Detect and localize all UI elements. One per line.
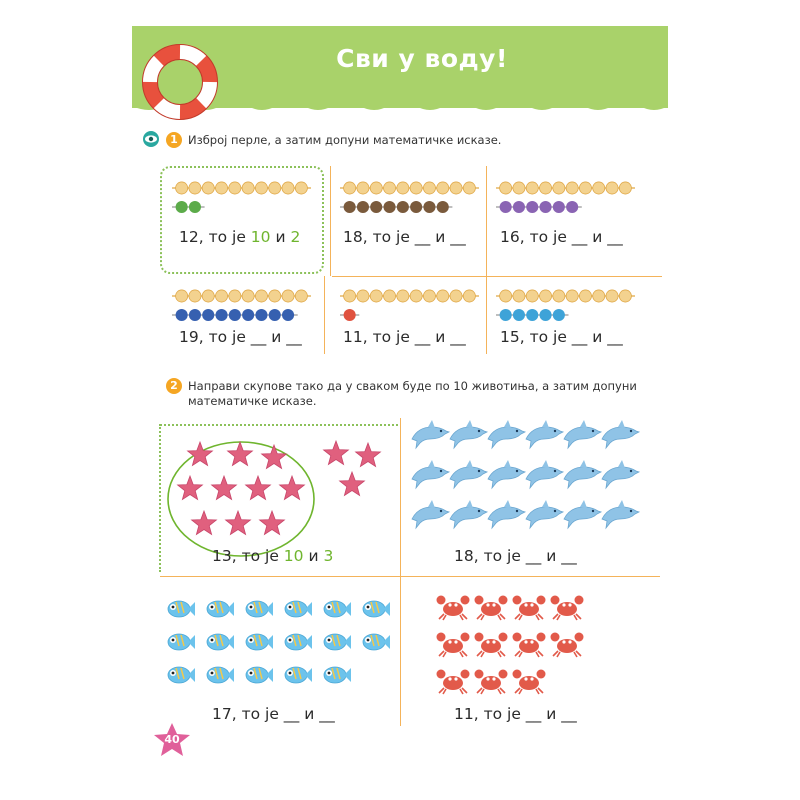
bead — [526, 201, 538, 213]
bead — [423, 182, 435, 194]
fish-icon — [205, 598, 235, 620]
task1-instruction: Изброј перле, а затим допуни математичке исказе. — [188, 133, 502, 147]
bead — [295, 290, 307, 302]
bead — [357, 182, 369, 194]
fish-icon — [361, 598, 391, 620]
bead — [242, 290, 254, 302]
task2-instruction-line1: Направи скупове тако да у сваком буде по 10 животиња, а затим допуни — [188, 379, 637, 393]
bead — [513, 182, 525, 194]
bead — [344, 290, 356, 302]
bead — [176, 309, 188, 321]
fish-icon — [322, 664, 352, 686]
task2-instruction-line2: математичке исказе. — [188, 394, 317, 408]
crab-icon — [512, 594, 546, 620]
bead — [176, 182, 188, 194]
bead — [410, 201, 422, 213]
fish-icon — [244, 664, 274, 686]
starfish-icon — [226, 441, 254, 469]
dotted-divider — [159, 424, 161, 572]
bead — [566, 182, 578, 194]
bead — [579, 182, 591, 194]
bead — [423, 290, 435, 302]
task-number-badge: 2 — [166, 378, 182, 394]
bead — [189, 201, 201, 213]
dolphin-icon — [448, 419, 488, 449]
bead — [397, 201, 409, 213]
bead — [593, 182, 605, 194]
bead-bar — [172, 180, 322, 220]
bead — [357, 201, 369, 213]
bead — [540, 309, 552, 321]
bead — [553, 290, 565, 302]
bead — [282, 182, 294, 194]
dolphin-icon — [486, 499, 526, 529]
sum-sentence: 18, то је __ и __ — [454, 547, 577, 565]
starfish-icon — [186, 441, 214, 469]
bead — [566, 290, 578, 302]
crab-icon — [436, 631, 470, 657]
starfish-icon — [244, 475, 272, 503]
crab-icon — [512, 668, 546, 694]
bead — [295, 182, 307, 194]
bead — [553, 201, 565, 213]
fish-icon — [361, 631, 391, 653]
divider — [160, 576, 660, 577]
bead — [216, 182, 228, 194]
lifebuoy-icon — [140, 42, 220, 122]
eye-icon — [142, 131, 164, 147]
bead — [229, 309, 241, 321]
fish-icon — [322, 598, 352, 620]
bead — [540, 290, 552, 302]
bead — [370, 201, 382, 213]
starfish-icon — [338, 471, 366, 499]
bead — [357, 290, 369, 302]
dolphin-icon — [486, 459, 526, 489]
crab-icon — [436, 594, 470, 620]
bead — [526, 309, 538, 321]
dolphin-icon — [524, 459, 564, 489]
bead-bar — [340, 180, 490, 220]
starfish-icon — [322, 440, 350, 468]
sum-sentence: 13, то је 10 и 3 — [212, 547, 334, 565]
bead — [176, 201, 188, 213]
bead — [282, 290, 294, 302]
bead — [189, 182, 201, 194]
bead — [397, 290, 409, 302]
bead — [176, 290, 188, 302]
bead — [370, 182, 382, 194]
divider — [332, 276, 662, 277]
starfish-icon — [258, 510, 286, 538]
bead — [540, 201, 552, 213]
dolphin-icon — [410, 459, 450, 489]
crab-icon — [550, 594, 584, 620]
dolphin-icon — [448, 499, 488, 529]
divider — [400, 418, 401, 578]
bead — [189, 290, 201, 302]
bead — [384, 182, 396, 194]
dolphin-icon — [448, 459, 488, 489]
bead — [410, 182, 422, 194]
dolphin-icon — [562, 419, 602, 449]
bead — [450, 290, 462, 302]
bead — [255, 182, 267, 194]
crab-icon — [550, 631, 584, 657]
bead — [513, 309, 525, 321]
bead-bar — [496, 180, 646, 220]
starfish-icon — [260, 444, 288, 472]
dolphin-icon — [410, 419, 450, 449]
dolphin-icon — [562, 499, 602, 529]
starfish-icon — [278, 475, 306, 503]
sum-sentence: 16, то је __ и __ — [500, 228, 623, 246]
bead — [526, 290, 538, 302]
sum-sentence: 11, то је __ и __ — [454, 705, 577, 723]
bead — [553, 182, 565, 194]
bead — [242, 182, 254, 194]
divider — [330, 166, 331, 276]
bead — [593, 290, 605, 302]
bead — [500, 309, 512, 321]
starfish-icon — [190, 510, 218, 538]
bead — [229, 290, 241, 302]
bead — [500, 201, 512, 213]
page-title: Сви у воду! — [336, 44, 508, 73]
bead — [540, 182, 552, 194]
bead-bar — [340, 288, 490, 328]
fish-icon — [205, 631, 235, 653]
bead — [384, 201, 396, 213]
starfish-icon — [354, 442, 382, 470]
sum-sentence: 19, то је __ и __ — [179, 328, 302, 346]
bead — [579, 290, 591, 302]
bead — [619, 182, 631, 194]
fish-icon — [283, 631, 313, 653]
dolphin-icon — [486, 419, 526, 449]
bead — [269, 182, 281, 194]
dolphin-icon — [410, 499, 450, 529]
fish-icon — [283, 598, 313, 620]
bead — [384, 290, 396, 302]
bead — [606, 182, 618, 194]
bead — [410, 290, 422, 302]
bead — [370, 290, 382, 302]
crab-icon — [474, 668, 508, 694]
bead-bar — [496, 288, 646, 328]
starfish-icon — [210, 475, 238, 503]
task-number-badge: 1 — [166, 132, 182, 148]
dolphin-icon — [600, 419, 640, 449]
dolphin-icon — [524, 499, 564, 529]
bead — [397, 182, 409, 194]
sum-sentence: 12, то је 10 и 2 — [179, 228, 301, 246]
fish-icon — [166, 664, 196, 686]
fish-icon — [283, 664, 313, 686]
bead — [619, 290, 631, 302]
bead — [606, 290, 618, 302]
crab-icon — [474, 631, 508, 657]
bead — [242, 309, 254, 321]
bead — [500, 290, 512, 302]
sum-sentence: 17, то је __ и __ — [212, 705, 335, 723]
bead — [255, 290, 267, 302]
bead — [526, 182, 538, 194]
bead — [282, 309, 294, 321]
bead — [566, 201, 578, 213]
bead — [216, 290, 228, 302]
bead — [463, 182, 475, 194]
bead — [229, 182, 241, 194]
bead — [553, 309, 565, 321]
bead — [437, 182, 449, 194]
sum-sentence: 18, то је __ и __ — [343, 228, 466, 246]
bead — [500, 182, 512, 194]
bead — [216, 309, 228, 321]
dotted-divider — [160, 424, 398, 426]
starfish-icon — [176, 475, 204, 503]
fish-icon — [205, 664, 235, 686]
sum-sentence: 15, то је __ и __ — [500, 328, 623, 346]
sum-sentence: 11, то је __ и __ — [343, 328, 466, 346]
bead — [344, 182, 356, 194]
bead — [437, 290, 449, 302]
crab-icon — [436, 668, 470, 694]
bead — [450, 182, 462, 194]
bead — [202, 290, 214, 302]
bead-bar — [172, 288, 322, 328]
dolphin-icon — [600, 499, 640, 529]
fish-icon — [166, 631, 196, 653]
fish-icon — [166, 598, 196, 620]
fish-icon — [322, 631, 352, 653]
bead — [513, 201, 525, 213]
divider — [324, 276, 325, 354]
bead — [202, 182, 214, 194]
workbook-page — [132, 26, 668, 780]
bead — [202, 309, 214, 321]
bead — [269, 309, 281, 321]
bead — [269, 290, 281, 302]
divider — [400, 576, 401, 726]
bead — [463, 290, 475, 302]
bead — [344, 201, 356, 213]
starfish-icon — [224, 510, 252, 538]
dolphin-icon — [600, 459, 640, 489]
crab-icon — [512, 631, 546, 657]
bead — [255, 309, 267, 321]
bead — [423, 201, 435, 213]
bead — [437, 201, 449, 213]
bead — [513, 290, 525, 302]
bead — [189, 309, 201, 321]
fish-icon — [244, 598, 274, 620]
fish-icon — [244, 631, 274, 653]
page-number: 40 — [164, 733, 180, 746]
dolphin-icon — [562, 459, 602, 489]
crab-icon — [474, 594, 508, 620]
dolphin-icon — [524, 419, 564, 449]
bead — [344, 309, 356, 321]
